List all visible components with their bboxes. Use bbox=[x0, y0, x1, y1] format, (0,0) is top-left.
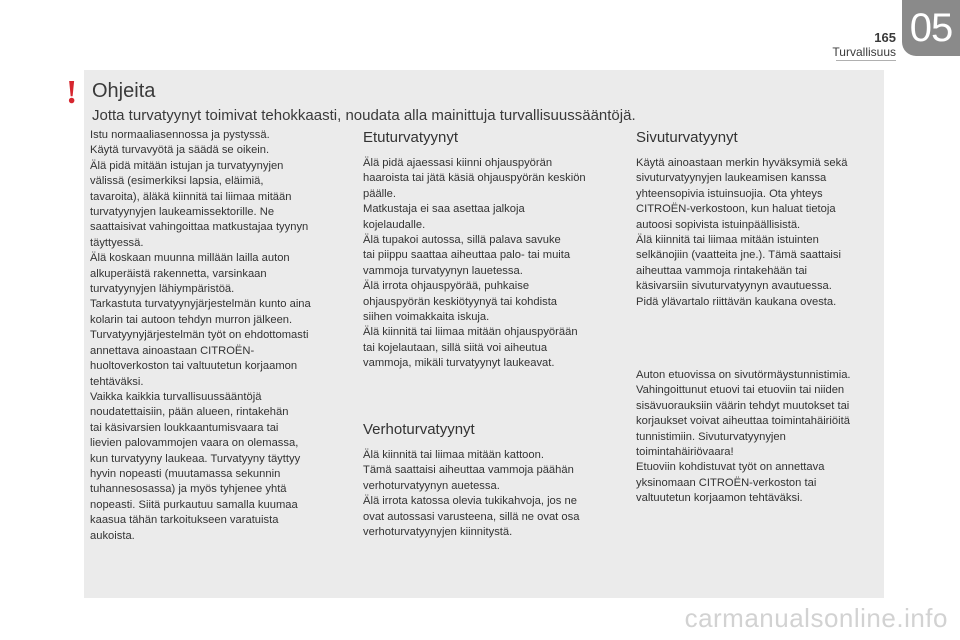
front-airbags-heading: Etuturvatyynyt bbox=[363, 129, 459, 146]
side-airbags-text: Käytä ainoastaan merkin hyväksymiä sekä sivuturvatyynyjen laukeamisen kanssa yhteensopivia istuinsuojia. Ota yhteys CITROËN-verkostoon, kun haluat tietoja autoosi sopivista istuinpäällisistä. Älä kiinnitä tai liimaa mitään istuinten selkänojiin (vaatteita jne.). Tämä saattaisi aiheuttaa vammoja rintakehään tai käsivarsiin sivuturvatyynyn avautuessa. Pidä ylävartalo riittävän kaukana ovesta. bbox=[636, 157, 848, 308]
side-sensors-section bbox=[636, 368, 878, 507]
side-airbags-section bbox=[636, 128, 878, 310]
side-airbags-heading: Sivuturvatyynyt bbox=[636, 129, 738, 146]
page-number: 165 bbox=[874, 30, 896, 45]
general-instructions-text: Istu normaaliasennossa ja pystyssä. Käytä turvavyötä ja säädä se oikein. Älä pidä mitään istujan ja turvatyynyjen välissä (esimerkiksi lapsia, eläimiä, tavaroita), äläkä kiinnitä tai liimaa mitään turvatyynyjen laukeamissektorille. Ne saattaisivat vahingoittaa matkustajaa tyynyn täyttyessä. Älä koskaan muunna millään lailla auton alkuperäistä rakennetta, varsinkaan turvatyynyjen lähiympäristöä. Tarkastuta turvatyynyjärjestelmän kunto aina kolarin tai autoon tehdyn murron jälkeen. Turvatyynyjärjestelmän työt on ehdottomasti annettava ainoastaan CITROËN- huoltoverkoston tai valtuutetun korjaamon tehtäväksi. Vaikka kaikkia turvallisuussääntöjä noudatettaisiin, pään alueen, rintakehän tai käsivarsien loukkaantumisvaara tai lievien palovammojen vaara on olemassa, kun turvatyyny laukeaa. Turvatyyny täyttyy hyvin nopeasti (muutamassa sekunnin tuhannesosassa) ja myös tyhjenee yhtä nopeasti. Siitä purkautuu samalla kuumaa kaasua tähän tarkoitukseen varatuista aukoista. bbox=[90, 129, 311, 542]
curtain-airbags-text: Älä kiinnitä tai liimaa mitään kattoon. Tämä saattaisi aiheuttaa vammoja päähän verhoturvatyynyn auetessa. Älä irrota katossa olevia tukikahvoja, jos ne ovat autossasi varusteena, sillä ne ovat osa verhoturvatyynyjen kiinnitystä. bbox=[363, 449, 580, 539]
curtain-airbags-section bbox=[363, 420, 625, 540]
front-airbags-text: Älä pidä ajaessasi kiinni ohjauspyörän haaroista tai jätä käsiä ohjauspyörän keskiön päälle. Matkustaja ei saa asettaa jalkoja kojelaudalle. Älä tupakoi autossa, sillä palava savuke tai piippu saattaa aiheuttaa palo- tai muita vammoja turvatyynyn lauetessa. Älä irrota ohjauspyörää, puhkaise ohjauspyörän keskiötyynyä tai kohdista siihen voimakkaita iskuja. Älä kiinnitä tai liimaa mitään ohjauspyörään tai kojelautaan, sillä siitä voi aiheutua vammoja, mikäli turvatyynyt laukeavat. bbox=[363, 157, 586, 370]
curtain-airbags-heading: Verhoturvatyynyt bbox=[363, 421, 475, 438]
general-instructions bbox=[90, 128, 350, 544]
page-header bbox=[560, 0, 960, 80]
section-name: Turvallisuus bbox=[832, 45, 896, 59]
notice-lead: Jotta turvatyynyt toimivat tehokkaasti, noudata alla mainittuja turvallisuussääntöjä. bbox=[92, 107, 636, 124]
exclamation-icon: ! bbox=[66, 74, 78, 111]
side-sensors-text: Auton etuovissa on sivutörmäystunnistimia. Vahingoittunut etuovi tai etuoviin tai niiden sisävuorauksiin väärin tehdyt muutokset tai korjaukset voivat aiheuttaa toimintahäiriöitä tunnistimiin. Sivuturvatyynyjen toimintahäiriövaara! Etuoviin kohdistuvat työt on annettava yksinomaan CITROËN-verkoston tai valtuutetun korjaamon tehtäväksi. bbox=[636, 369, 851, 505]
header-divider bbox=[836, 60, 896, 61]
chapter-tab: 05 bbox=[902, 0, 960, 56]
watermark: carmanualsonline.info bbox=[684, 603, 948, 633]
notice-title: Ohjeita bbox=[92, 80, 156, 102]
front-airbags-section bbox=[363, 128, 625, 372]
